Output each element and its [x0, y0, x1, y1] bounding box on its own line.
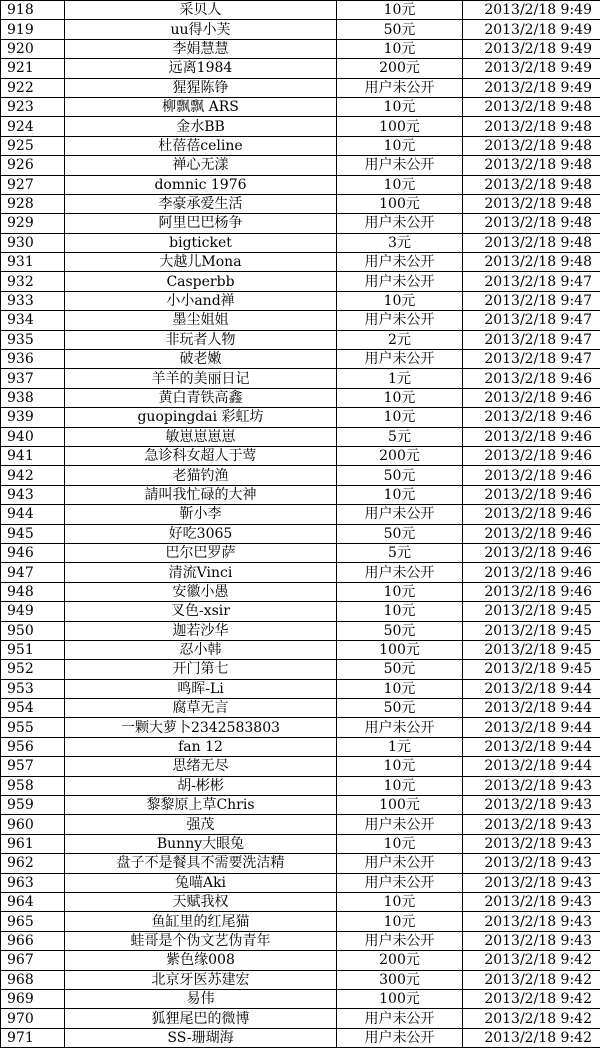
table-row [1, 117, 600, 136]
donor-name-cell: 羊羊的美丽日记 [65, 369, 337, 388]
donor-name-cell: 柳飘飘 ARS [65, 97, 337, 116]
donor-name-cell: 清流Vinci [65, 563, 337, 582]
amount-cell: 用户未公开 [337, 505, 463, 524]
amount-cell: 5元 [337, 427, 463, 446]
table-row [1, 776, 600, 795]
timestamp-cell: 2013/2/18 9:47 [463, 330, 600, 349]
table-row [1, 388, 600, 407]
amount-cell: 10元 [337, 291, 463, 310]
row-number-cell: 961 [1, 834, 65, 853]
table-row [1, 330, 600, 349]
timestamp-cell: 2013/2/18 9:43 [463, 854, 600, 873]
row-number-cell: 926 [1, 156, 65, 175]
timestamp-cell: 2013/2/18 9:46 [463, 427, 600, 446]
timestamp-cell: 2013/2/18 9:43 [463, 892, 600, 911]
timestamp-cell: 2013/2/18 9:44 [463, 679, 600, 698]
row-number-cell: 936 [1, 350, 65, 369]
donor-name-cell: 破老嫩 [65, 350, 337, 369]
row-number-cell: 921 [1, 59, 65, 78]
table-row [1, 757, 600, 776]
amount-cell: 50元 [337, 466, 463, 485]
table-row [1, 311, 600, 330]
table-row [1, 97, 600, 116]
table-row [1, 466, 600, 485]
row-number-cell: 919 [1, 20, 65, 39]
row-number-cell: 918 [1, 1, 65, 20]
amount-cell: 10元 [337, 602, 463, 621]
row-number-cell: 948 [1, 582, 65, 601]
row-number-cell: 920 [1, 39, 65, 58]
row-number-cell: 952 [1, 660, 65, 679]
amount-cell: 用户未公开 [337, 311, 463, 330]
table-row [1, 563, 600, 582]
timestamp-cell: 2013/2/18 9:48 [463, 253, 600, 272]
donor-name-cell: 老猫钓渔 [65, 466, 337, 485]
row-number-cell: 970 [1, 1009, 65, 1028]
donor-name-cell: 天赋我权 [65, 892, 337, 911]
table-row [1, 640, 600, 659]
donor-name-cell: 强茂 [65, 815, 337, 834]
timestamp-cell: 2013/2/18 9:44 [463, 718, 600, 737]
table-row [1, 679, 600, 698]
donation-table-body [1, 1, 600, 1048]
donor-name-cell: 敏崽崽崽崽 [65, 427, 337, 446]
timestamp-cell: 2013/2/18 9:44 [463, 757, 600, 776]
amount-cell: 10元 [337, 408, 463, 427]
row-number-cell: 962 [1, 854, 65, 873]
row-number-cell: 931 [1, 253, 65, 272]
timestamp-cell: 2013/2/18 9:48 [463, 175, 600, 194]
timestamp-cell: 2013/2/18 9:47 [463, 291, 600, 310]
amount-cell: 1元 [337, 369, 463, 388]
table-row [1, 427, 600, 446]
donor-name-cell: 鱼缸里的红尾猫 [65, 912, 337, 931]
timestamp-cell: 2013/2/18 9:42 [463, 951, 600, 970]
row-number-cell: 969 [1, 989, 65, 1008]
donor-name-cell: 腐草无言 [65, 699, 337, 718]
amount-cell: 10元 [337, 175, 463, 194]
row-number-cell: 939 [1, 408, 65, 427]
row-number-cell: 967 [1, 951, 65, 970]
amount-cell: 10元 [337, 485, 463, 504]
donor-name-cell: 禅心无漾 [65, 156, 337, 175]
donor-name-cell: 采贝人 [65, 1, 337, 20]
row-number-cell: 925 [1, 136, 65, 155]
row-number-cell: 968 [1, 970, 65, 989]
donor-name-cell: 請叫我忙碌的大神 [65, 485, 337, 504]
donor-name-cell: 易伟 [65, 989, 337, 1008]
timestamp-cell: 2013/2/18 9:46 [463, 408, 600, 427]
table-row [1, 951, 600, 970]
donor-name-cell: uu得小芙 [65, 20, 337, 39]
donor-name-cell: 非玩者人物 [65, 330, 337, 349]
donor-name-cell: 远离1984 [65, 59, 337, 78]
row-number-cell: 949 [1, 602, 65, 621]
amount-cell: 200元 [337, 59, 463, 78]
donor-name-cell: 李豪承爱生活 [65, 194, 337, 213]
amount-cell: 用户未公开 [337, 718, 463, 737]
row-number-cell: 965 [1, 912, 65, 931]
amount-cell: 用户未公开 [337, 854, 463, 873]
table-row [1, 253, 600, 272]
amount-cell: 10元 [337, 912, 463, 931]
table-row [1, 970, 600, 989]
timestamp-cell: 2013/2/18 9:43 [463, 796, 600, 815]
donor-name-cell: Casperbb [65, 272, 337, 291]
timestamp-cell: 2013/2/18 9:42 [463, 1028, 600, 1047]
timestamp-cell: 2013/2/18 9:46 [463, 563, 600, 582]
timestamp-cell: 2013/2/18 9:47 [463, 311, 600, 330]
row-number-cell: 963 [1, 873, 65, 892]
amount-cell: 10元 [337, 582, 463, 601]
timestamp-cell: 2013/2/18 9:48 [463, 194, 600, 213]
timestamp-cell: 2013/2/18 9:43 [463, 776, 600, 795]
amount-cell: 用户未公开 [337, 214, 463, 233]
amount-cell: 1元 [337, 737, 463, 756]
timestamp-cell: 2013/2/18 9:47 [463, 272, 600, 291]
timestamp-cell: 2013/2/18 9:45 [463, 660, 600, 679]
timestamp-cell: 2013/2/18 9:46 [463, 505, 600, 524]
row-number-cell: 953 [1, 679, 65, 698]
table-row [1, 1028, 600, 1047]
row-number-cell: 935 [1, 330, 65, 349]
row-number-cell: 959 [1, 796, 65, 815]
amount-cell: 10元 [337, 388, 463, 407]
donor-name-cell: 迦若沙华 [65, 621, 337, 640]
amount-cell: 100元 [337, 640, 463, 659]
row-number-cell: 934 [1, 311, 65, 330]
row-number-cell: 941 [1, 446, 65, 465]
donor-name-cell: 狐狸尾巴的微博 [65, 1009, 337, 1028]
row-number-cell: 950 [1, 621, 65, 640]
donor-name-cell: bigticket [65, 233, 337, 252]
timestamp-cell: 2013/2/18 9:48 [463, 233, 600, 252]
timestamp-cell: 2013/2/18 9:46 [463, 388, 600, 407]
table-row [1, 621, 600, 640]
amount-cell: 5元 [337, 543, 463, 562]
timestamp-cell: 2013/2/18 9:43 [463, 873, 600, 892]
donor-name-cell: 墨尘姐姐 [65, 311, 337, 330]
table-row [1, 1009, 600, 1028]
donor-name-cell: 黄白青铁高鑫 [65, 388, 337, 407]
timestamp-cell: 2013/2/18 9:46 [463, 446, 600, 465]
timestamp-cell: 2013/2/18 9:46 [463, 466, 600, 485]
donor-name-cell: 思绪无尽 [65, 757, 337, 776]
amount-cell: 10元 [337, 136, 463, 155]
row-number-cell: 932 [1, 272, 65, 291]
timestamp-cell: 2013/2/18 9:42 [463, 989, 600, 1008]
table-row [1, 931, 600, 950]
donor-name-cell: 阿里巴巴杨争 [65, 214, 337, 233]
table-row [1, 350, 600, 369]
amount-cell: 200元 [337, 951, 463, 970]
row-number-cell: 927 [1, 175, 65, 194]
donor-name-cell: 北京牙医苏建宏 [65, 970, 337, 989]
table-row [1, 543, 600, 562]
amount-cell: 10元 [337, 834, 463, 853]
donor-name-cell: 好吃3065 [65, 524, 337, 543]
amount-cell: 用户未公开 [337, 272, 463, 291]
donor-name-cell: 靳小李 [65, 505, 337, 524]
amount-cell: 10元 [337, 776, 463, 795]
row-number-cell: 957 [1, 757, 65, 776]
timestamp-cell: 2013/2/18 9:43 [463, 815, 600, 834]
donor-name-cell: domnic 1976 [65, 175, 337, 194]
table-row [1, 446, 600, 465]
donor-name-cell: fan 12 [65, 737, 337, 756]
row-number-cell: 944 [1, 505, 65, 524]
timestamp-cell: 2013/2/18 9:45 [463, 640, 600, 659]
table-row [1, 194, 600, 213]
amount-cell: 用户未公开 [337, 931, 463, 950]
row-number-cell: 971 [1, 1028, 65, 1047]
timestamp-cell: 2013/2/18 9:48 [463, 97, 600, 116]
donor-name-cell: guopingdai 彩虹坊 [65, 408, 337, 427]
table-row [1, 59, 600, 78]
donor-name-cell: 胡-彬彬 [65, 776, 337, 795]
row-number-cell: 960 [1, 815, 65, 834]
table-row [1, 892, 600, 911]
donor-name-cell: 紫色缘008 [65, 951, 337, 970]
donor-name-cell: 急诊科女超人于莺 [65, 446, 337, 465]
amount-cell: 用户未公开 [337, 563, 463, 582]
row-number-cell: 947 [1, 563, 65, 582]
timestamp-cell: 2013/2/18 9:48 [463, 117, 600, 136]
table-row [1, 291, 600, 310]
amount-cell: 100元 [337, 194, 463, 213]
donor-name-cell: SS-珊瑚海 [65, 1028, 337, 1047]
table-row [1, 524, 600, 543]
timestamp-cell: 2013/2/18 9:42 [463, 1009, 600, 1028]
row-number-cell: 940 [1, 427, 65, 446]
row-number-cell: 964 [1, 892, 65, 911]
amount-cell: 用户未公开 [337, 350, 463, 369]
timestamp-cell: 2013/2/18 9:48 [463, 156, 600, 175]
amount-cell: 10元 [337, 757, 463, 776]
donor-name-cell: 叉色-xsir [65, 602, 337, 621]
table-row [1, 912, 600, 931]
donor-name-cell: 盘子不是餐具不需要洗洁精 [65, 854, 337, 873]
table-row [1, 815, 600, 834]
timestamp-cell: 2013/2/18 9:49 [463, 20, 600, 39]
donor-name-cell: 小小and禅 [65, 291, 337, 310]
timestamp-cell: 2013/2/18 9:43 [463, 912, 600, 931]
timestamp-cell: 2013/2/18 9:49 [463, 59, 600, 78]
row-number-cell: 933 [1, 291, 65, 310]
timestamp-cell: 2013/2/18 9:49 [463, 1, 600, 20]
table-row [1, 582, 600, 601]
timestamp-cell: 2013/2/18 9:45 [463, 602, 600, 621]
table-row [1, 20, 600, 39]
timestamp-cell: 2013/2/18 9:46 [463, 582, 600, 601]
row-number-cell: 930 [1, 233, 65, 252]
row-number-cell: 946 [1, 543, 65, 562]
table-row [1, 602, 600, 621]
amount-cell: 10元 [337, 892, 463, 911]
donor-name-cell: 忍小韩 [65, 640, 337, 659]
amount-cell: 用户未公开 [337, 156, 463, 175]
table-row [1, 233, 600, 252]
donor-name-cell: 黎黎原上草Chris [65, 796, 337, 815]
donor-name-cell: 兔喵Aki [65, 873, 337, 892]
amount-cell: 50元 [337, 524, 463, 543]
timestamp-cell: 2013/2/18 9:44 [463, 699, 600, 718]
row-number-cell: 945 [1, 524, 65, 543]
timestamp-cell: 2013/2/18 9:49 [463, 39, 600, 58]
row-number-cell: 922 [1, 78, 65, 97]
timestamp-cell: 2013/2/18 9:43 [463, 931, 600, 950]
amount-cell: 300元 [337, 970, 463, 989]
row-number-cell: 942 [1, 466, 65, 485]
table-row [1, 1, 600, 20]
amount-cell: 100元 [337, 117, 463, 136]
amount-cell: 用户未公开 [337, 815, 463, 834]
donor-name-cell: 猩猩陈铮 [65, 78, 337, 97]
row-number-cell: 954 [1, 699, 65, 718]
row-number-cell: 924 [1, 117, 65, 136]
table-row [1, 854, 600, 873]
amount-cell: 10元 [337, 97, 463, 116]
table-row [1, 272, 600, 291]
donor-name-cell: 鸣晖-Li [65, 679, 337, 698]
donor-name-cell: 杜蓓蓓celine [65, 136, 337, 155]
timestamp-cell: 2013/2/18 9:46 [463, 543, 600, 562]
table-row [1, 214, 600, 233]
table-row [1, 796, 600, 815]
table-row [1, 485, 600, 504]
row-number-cell: 928 [1, 194, 65, 213]
row-number-cell: 923 [1, 97, 65, 116]
donor-name-cell: 大越儿Mona [65, 253, 337, 272]
timestamp-cell: 2013/2/18 9:46 [463, 485, 600, 504]
row-number-cell: 966 [1, 931, 65, 950]
amount-cell: 2元 [337, 330, 463, 349]
row-number-cell: 955 [1, 718, 65, 737]
amount-cell: 100元 [337, 796, 463, 815]
row-number-cell: 938 [1, 388, 65, 407]
amount-cell: 10元 [337, 1, 463, 20]
table-row [1, 39, 600, 58]
donor-name-cell: 金水BB [65, 117, 337, 136]
amount-cell: 100元 [337, 989, 463, 1008]
amount-cell: 50元 [337, 621, 463, 640]
row-number-cell: 951 [1, 640, 65, 659]
table-row [1, 660, 600, 679]
donor-name-cell: 一颗大萝卜2342583803 [65, 718, 337, 737]
amount-cell: 50元 [337, 699, 463, 718]
donor-name-cell: 蛙哥是个伪文艺伪青年 [65, 931, 337, 950]
timestamp-cell: 2013/2/18 9:48 [463, 136, 600, 155]
amount-cell: 10元 [337, 679, 463, 698]
table-row [1, 369, 600, 388]
amount-cell: 用户未公开 [337, 253, 463, 272]
timestamp-cell: 2013/2/18 9:45 [463, 621, 600, 640]
amount-cell: 用户未公开 [337, 1009, 463, 1028]
table-row [1, 156, 600, 175]
timestamp-cell: 2013/2/18 9:46 [463, 369, 600, 388]
table-row [1, 175, 600, 194]
table-row [1, 78, 600, 97]
amount-cell: 200元 [337, 446, 463, 465]
timestamp-cell: 2013/2/18 9:49 [463, 78, 600, 97]
table-row [1, 989, 600, 1008]
timestamp-cell: 2013/2/18 9:43 [463, 834, 600, 853]
table-row [1, 699, 600, 718]
timestamp-cell: 2013/2/18 9:44 [463, 737, 600, 756]
donor-name-cell: 开门第七 [65, 660, 337, 679]
row-number-cell: 958 [1, 776, 65, 795]
table-row [1, 873, 600, 892]
donor-name-cell: 李娟慧慧 [65, 39, 337, 58]
table-row [1, 505, 600, 524]
timestamp-cell: 2013/2/18 9:48 [463, 214, 600, 233]
row-number-cell: 929 [1, 214, 65, 233]
amount-cell: 用户未公开 [337, 1028, 463, 1047]
timestamp-cell: 2013/2/18 9:42 [463, 970, 600, 989]
timestamp-cell: 2013/2/18 9:46 [463, 524, 600, 543]
donor-name-cell: Bunny大眼兔 [65, 834, 337, 853]
amount-cell: 用户未公开 [337, 78, 463, 97]
row-number-cell: 956 [1, 737, 65, 756]
amount-cell: 3元 [337, 233, 463, 252]
table-row [1, 718, 600, 737]
row-number-cell: 937 [1, 369, 65, 388]
amount-cell: 50元 [337, 20, 463, 39]
amount-cell: 50元 [337, 660, 463, 679]
timestamp-cell: 2013/2/18 9:47 [463, 350, 600, 369]
donor-name-cell: 安徽小愚 [65, 582, 337, 601]
table-row [1, 834, 600, 853]
amount-cell: 用户未公开 [337, 873, 463, 892]
table-row [1, 136, 600, 155]
amount-cell: 10元 [337, 39, 463, 58]
table-row [1, 408, 600, 427]
row-number-cell: 943 [1, 485, 65, 504]
donor-name-cell: 巴尔巴罗萨 [65, 543, 337, 562]
table-row [1, 737, 600, 756]
